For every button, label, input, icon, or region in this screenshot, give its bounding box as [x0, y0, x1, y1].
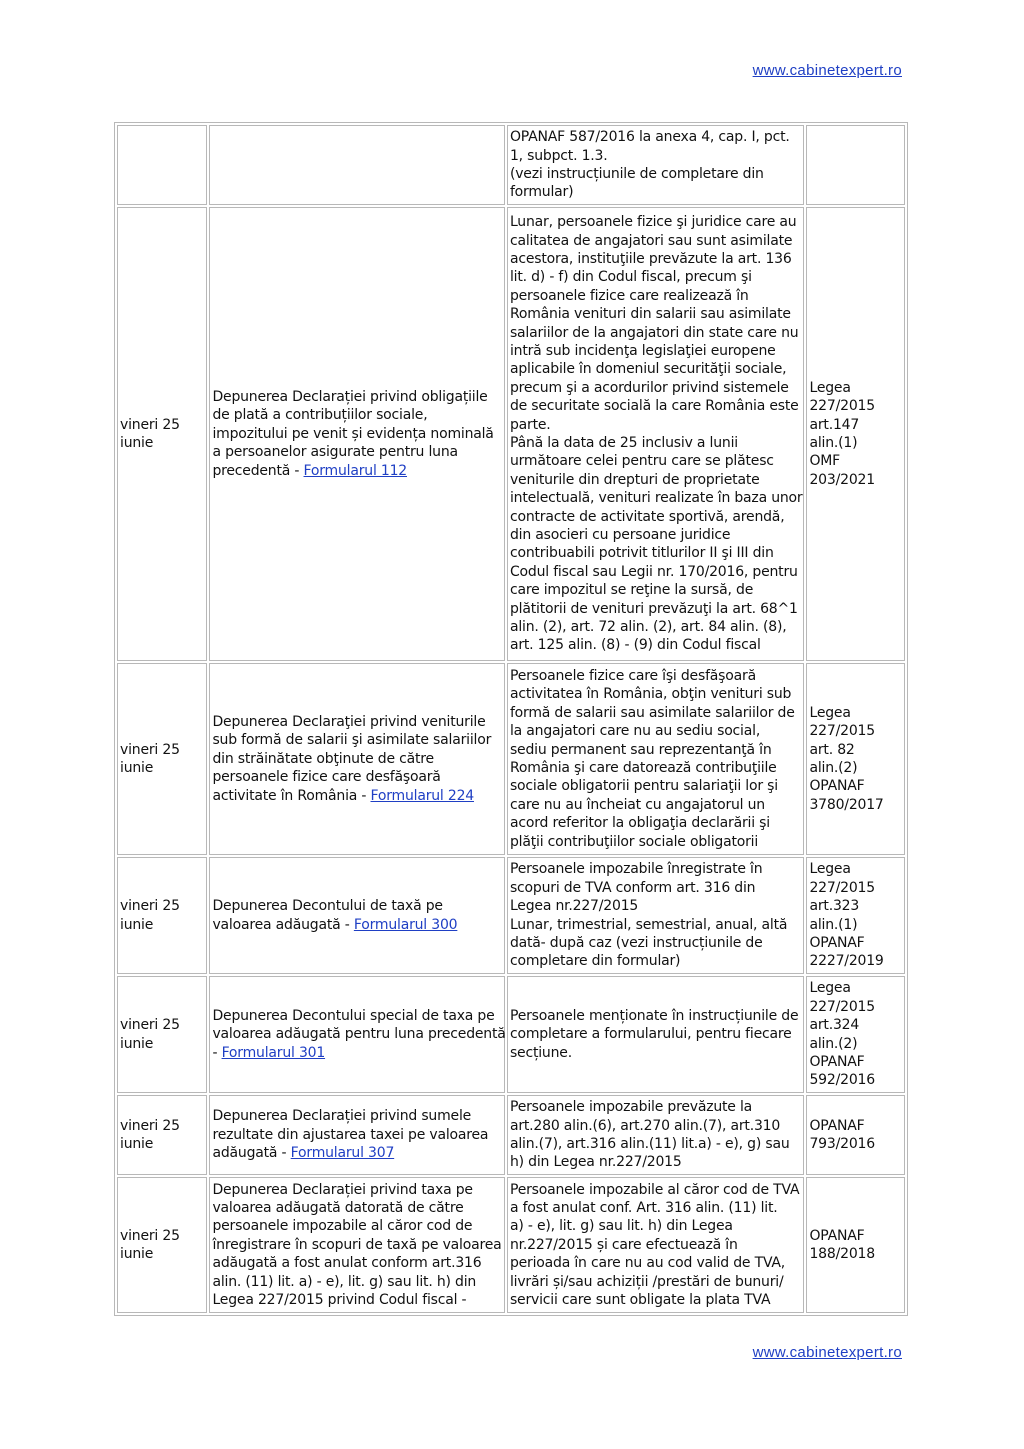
text-line: Persoanele menționate în instrucțiunile de [509, 1007, 799, 1024]
date-cell [117, 125, 207, 205]
text-line: perioada în care nu au cod valid de TVA, [509, 1255, 786, 1272]
text-line: Legea [809, 980, 851, 997]
table-row [117, 857, 905, 974]
text-line: OPANAF [809, 778, 865, 795]
text-line: alin.(7), art.316 alin.(11) lit.a) - e), g) sau [509, 1136, 790, 1152]
text-line: Depunerea Declarației privind obligațiile [212, 388, 488, 405]
text-line: valoarea adăugată - Formularul 300 [212, 916, 458, 933]
legal-basis-cell [806, 857, 905, 974]
text-line: valoarea adăugată pentru luna precedentă [212, 1026, 506, 1043]
text-line: 227/2015 [809, 879, 875, 896]
text-line: iunie [120, 1246, 154, 1262]
text-line: sub formă de salarii şi asimilate salariilor [212, 732, 492, 749]
date-cell [117, 663, 207, 855]
text-line: iunie [120, 1035, 154, 1052]
text-line: care impozitul se reţine la sursă, de [509, 582, 754, 599]
text-line: Depunerea Declarației privind sumele [212, 1108, 472, 1125]
obligation-cell [209, 1095, 505, 1175]
contributors-cell [507, 857, 805, 974]
text-line: activitatea în România, obţin venituri sub [509, 686, 792, 703]
text-line: iunie [120, 916, 154, 933]
contributors-cell [507, 976, 805, 1093]
text-line: din străinătate obţinute de către [212, 750, 434, 767]
text-line: 793/2016 [809, 1136, 875, 1152]
text-line: alin.(2) [809, 760, 858, 776]
text-line: sociale obligatorii pentru salariaţii lor şi [509, 778, 778, 795]
text-line: Codul fiscal sau Legii nr. 170/2016, pentru [509, 563, 798, 580]
text-line: (vezi instrucțiunile de completare din [509, 166, 764, 182]
text-line: România venituri din salarii sau asimilate [509, 306, 791, 323]
text-line: Lunar, trimestrial, semestrial, anual, altă [509, 916, 788, 933]
table-row [117, 1095, 905, 1175]
table-row [117, 207, 905, 661]
text-line: iunie [120, 435, 154, 451]
form-link[interactable]: Formularul 112 [303, 462, 408, 479]
text-line: Persoanele impozabile înregistrate în [509, 861, 763, 878]
text-line: alin. (2), art. 72 alin. (2), art. 84 alin. (8), [509, 619, 787, 636]
text-line: persoanele fizice care desfăşoară [212, 769, 441, 786]
text-line: acord referitor la obligaţia declarării şi [509, 815, 770, 832]
text-line: completare din formular) [509, 953, 681, 970]
form-link[interactable]: Formularul 307 [290, 1145, 395, 1162]
text-line: vineri 25 [120, 1017, 180, 1034]
text-line: 227/2015 [809, 998, 875, 1015]
text-line: din asocieri cu persoane juridice [509, 527, 731, 544]
text-line: Depunerea Declarației privind taxa pe [212, 1181, 473, 1198]
text-line: art. 125 alin. (8) - (9) din Codul fiscal [509, 637, 761, 654]
legal-basis-cell [806, 1095, 905, 1175]
table-row [117, 663, 905, 855]
text-line: aplicabile în domeniul securităţii sociale, [509, 361, 787, 378]
text-line: calitatea de angajatori sau sunt asimilate [509, 232, 793, 249]
obligation-cell [209, 1177, 505, 1313]
text-line: dată- după caz (vezi instrucțiunile de [509, 934, 763, 951]
text-line: adăugată a fost anulat conform art.316 [212, 1255, 482, 1272]
obligation-cell [209, 207, 505, 661]
table-row [117, 1177, 905, 1313]
text-line: 188/2018 [809, 1246, 875, 1262]
date-cell [117, 1095, 207, 1175]
text-line: Persoanele impozabile al căror cod de TVA [509, 1181, 800, 1198]
text-line: activitate în România - Formularul 224 [212, 787, 474, 804]
obligation-cell [209, 857, 505, 974]
date-cell [117, 207, 207, 661]
text-line: vineri 25 [120, 1227, 180, 1244]
text-line: contracte de activitate sportivă, arendă, [509, 508, 785, 525]
text-line: Depunerea Decontului de taxă pe [212, 898, 443, 915]
text-line: intră sub incidenţa legislaţiei europene [509, 342, 776, 359]
table-row [117, 125, 905, 205]
text-line: Persoanele impozabile prevăzute la [509, 1099, 753, 1116]
obligation-cell [209, 125, 505, 205]
text-line: sediu permanent sau reprezentanţă în [509, 741, 772, 758]
text-line: Legea [809, 704, 851, 721]
text-line: persoanele fizice care realizează în [509, 287, 749, 304]
text-line: contribuabili potrivit titlurilor II şi III din [509, 545, 774, 562]
text-line: vineri 25 [120, 898, 180, 915]
text-line: Până la data de 25 inclusiv a lunii [509, 435, 738, 451]
text-line: livrări și/sau achiziții /prestări de bunuri/ [509, 1273, 784, 1290]
text-line: Legea [809, 861, 851, 878]
table-body [117, 125, 905, 1313]
legal-basis-cell [806, 1177, 905, 1313]
text-line: OPANAF [809, 1227, 865, 1244]
text-line: alin.(1) [809, 435, 858, 451]
text-line: OPANAF [809, 934, 865, 951]
text-line: rezultate din ajustarea taxei pe valoarea [212, 1126, 489, 1143]
text-line: Legea nr.227/2015 [509, 898, 639, 915]
text-line: - Formularul 301 [212, 1044, 326, 1061]
text-line: veniturile din drepturi de proprietate [509, 471, 760, 488]
text-line: 3780/2017 [809, 796, 884, 813]
text-line: h) din Legea nr.227/2015 [509, 1154, 682, 1171]
text-line: iunie [120, 1136, 154, 1152]
text-line: vineri 25 [120, 416, 180, 433]
text-line: a persoanelor asigurate pentru luna [212, 444, 458, 461]
legal-basis-cell [806, 125, 905, 205]
text-line: de securitate socială la care România este [509, 398, 799, 415]
contributors-cell [507, 1095, 805, 1175]
text-line: servicii care sunt obligate la plata TVA [509, 1292, 771, 1309]
date-cell [117, 976, 207, 1093]
form-link[interactable]: Formularul 300 [353, 916, 458, 933]
contributors-cell [507, 125, 805, 205]
text-line: formular) [509, 184, 574, 201]
text-line: OPANAF [809, 1117, 865, 1134]
text-line: vineri 25 [120, 1117, 180, 1134]
text-line: 592/2016 [809, 1072, 875, 1089]
date-cell [117, 857, 207, 974]
obligation-cell [209, 663, 505, 855]
text-line: la angajatori care nu au sediu social, [509, 723, 761, 740]
text-line: Depunerea Declaraţiei privind veniturile [212, 713, 486, 730]
text-line: Persoanele fizice care îşi desfăşoară [509, 667, 756, 684]
text-line: plătitorii de venituri prevăzuţi la art. 68^1 [509, 600, 798, 617]
header-website-link[interactable]: www.cabinetexpert.ro [752, 62, 902, 79]
text-line: parte. [509, 416, 551, 433]
date-cell [117, 1177, 207, 1313]
text-line: impozitului pe venit și evidența nominală [212, 425, 494, 442]
text-line: Legea 227/2015 privind Codul fiscal - [212, 1292, 467, 1309]
text-line: secțiune. [509, 1044, 572, 1061]
form-link[interactable]: Formularul 224 [370, 787, 474, 804]
text-line: Legea [809, 379, 851, 396]
text-line: OMF [809, 453, 841, 470]
text-line: a) - e), lit. g) sau lit. h) din Legea [509, 1218, 733, 1235]
text-line: care nu au încheiat cu angajatorul un [509, 796, 765, 813]
text-line: art.324 [809, 1017, 860, 1034]
text-line: lit. d) - f) din Codul fiscal, precum şi [509, 269, 752, 286]
text-line: vineri 25 [120, 741, 180, 758]
table-row [117, 976, 905, 1093]
fiscal-calendar-table [114, 122, 908, 1316]
legal-basis-cell [806, 207, 905, 661]
text-line: precum şi a acordurilor privind sistemele [509, 379, 789, 396]
text-line: a fost anulat conf. Art. 316 alin. (11) lit. [509, 1199, 778, 1216]
text-line: art.280 alin.(6), art.270 alin.(7), art.310 [509, 1117, 781, 1134]
text-line: 227/2015 [809, 723, 875, 740]
text-line: art.147 [809, 416, 860, 433]
contributors-cell [507, 663, 805, 855]
text-line: acestora, instituţiile prevăzute la art. 136 [509, 250, 792, 267]
text-line: persoanele impozabile al căror cod de [212, 1218, 473, 1235]
obligation-cell [209, 976, 505, 1093]
text-line: România şi care datorează contribuţiile [509, 760, 777, 776]
text-line: valoarea adăugată datorată de către [212, 1199, 464, 1216]
text-line: salariilor de la angajatori din state care nu [509, 324, 799, 341]
text-line: adăugată - Formularul 307 [212, 1145, 395, 1162]
text-line: de plată a contribuțiilor sociale, [212, 407, 428, 424]
text-line: 203/2021 [809, 471, 875, 488]
contributors-cell [507, 1177, 805, 1313]
text-line: alin. (11) lit. a) - e), lit. g) sau lit. h) din [212, 1273, 477, 1290]
text-line: art.323 [809, 898, 860, 915]
legal-basis-cell [806, 663, 905, 855]
text-line: intelectuală, venituri realizate în baza unor [509, 490, 803, 507]
text-line: scopuri de TVA conform art. 316 din [509, 879, 756, 896]
text-line: nr.227/2015 și care efectuează în [509, 1236, 738, 1253]
text-line: înregistrare în scopuri de taxă pe valoarea [212, 1236, 502, 1253]
text-line: precedentă - Formularul 112 [212, 462, 408, 479]
text-line: Depunerea Decontului special de taxa pe [212, 1007, 495, 1024]
text-line: OPANAF [809, 1053, 865, 1070]
text-line: iunie [120, 760, 154, 776]
text-line: formă de salarii sau asimilate salariilor de [509, 704, 795, 721]
text-line: alin.(1) [809, 916, 858, 933]
legal-basis-cell [806, 976, 905, 1093]
text-line: alin.(2) [809, 1035, 858, 1052]
form-link[interactable]: Formularul 301 [221, 1044, 326, 1061]
text-line: Lunar, persoanele fizice şi juridice care au [509, 214, 797, 231]
text-line: plăţii contribuţiilor sociale obligatorii [509, 833, 759, 850]
text-line: completare a formularului, pentru fiecare [509, 1026, 792, 1043]
text-line: art. 82 [809, 741, 855, 758]
text-line: următoare celei pentru care se plătesc [509, 453, 774, 470]
text-line: 2227/2019 [809, 953, 884, 970]
text-line: 1, subpct. 1.3. [509, 147, 608, 164]
footer-website-link[interactable]: www.cabinetexpert.ro [752, 1344, 902, 1361]
text-line: OPANAF 587/2016 la anexa 4, cap. I, pct. [509, 129, 790, 146]
text-line: 227/2015 [809, 398, 875, 415]
contributors-cell [507, 207, 805, 661]
